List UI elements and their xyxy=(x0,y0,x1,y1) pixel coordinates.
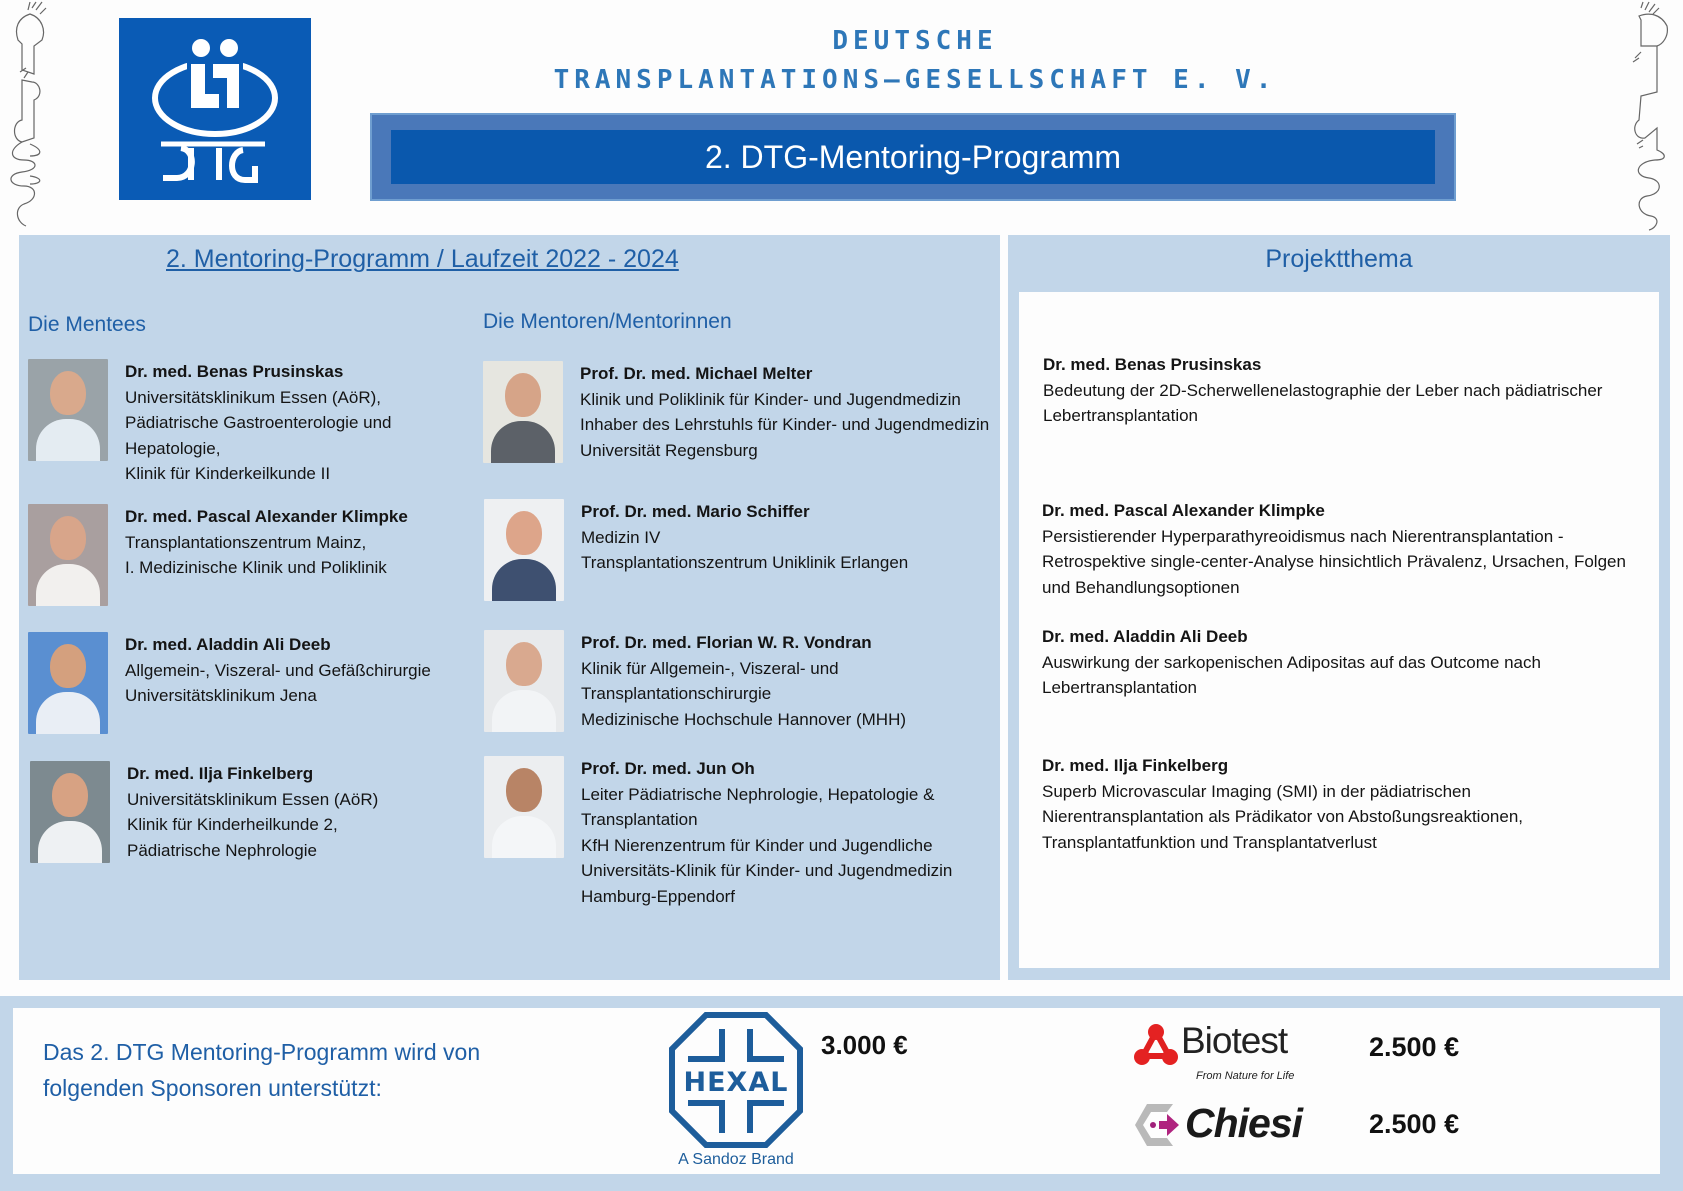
project-topic-text: Auswirkung der sarkopenischen Adipositas auf das Outcome nach xyxy=(1042,652,1541,672)
mentee-affiliation: I. Medizinische Klinik und Poliklinik xyxy=(125,558,387,577)
project-topic-text: Retrospektive single-center-Analyse hinsichtlich Prävalenz, Ursachen, Folgen xyxy=(1042,552,1626,571)
program-banner-title: 2. DTG-Mentoring-Programm xyxy=(391,130,1435,184)
project-topics-heading: Projektthema xyxy=(1265,245,1413,273)
biotest-tagline: From Nature for Life xyxy=(1196,1070,1295,1082)
hexal-tagline: A Sandoz Brand xyxy=(678,1151,794,1168)
mentor-name: Prof. Dr. med. Mario Schiffer xyxy=(581,502,810,521)
project-topic-text: Bedeutung der 2D-Scherwellenelastographie der Leber nach pädiatrischer xyxy=(1043,380,1603,400)
mentee-affiliation: Universitätsklinikum Jena xyxy=(125,686,317,705)
mentor-affiliation: Transplantationszentrum Uniklinik Erlangen xyxy=(581,553,909,572)
biotest-amount: 2.500 € xyxy=(1369,1032,1460,1062)
mentee-name: Dr. med. Pascal Alexander Klimpke xyxy=(125,507,408,526)
mentor-affiliation: Klinik und Poliklinik für Kinder- und Jugendmedizin xyxy=(580,389,961,409)
mentor-name: Prof. Dr. med. Jun Oh xyxy=(581,759,755,778)
chiesi-logo xyxy=(1133,1100,1333,1150)
chiesi-arrow-icon xyxy=(1133,1102,1185,1148)
organ-sketch-right-icon xyxy=(1627,0,1675,232)
mentor-affiliation: Medizinische Hochschule Hannover (MHH) xyxy=(581,709,907,729)
mentor-photo xyxy=(484,499,564,601)
hexal-logo-icon xyxy=(666,1011,806,1171)
mentee-name: Dr. med. Ilja Finkelberg xyxy=(127,764,314,783)
mentee-affiliation: Klinik für Kinderkeilkunde II xyxy=(125,464,331,483)
mentee-affiliation: Universitätsklinikum Essen (AöR) xyxy=(127,789,379,809)
mentee-card xyxy=(30,761,378,863)
mentors-heading: Die Mentoren/Mentorinnen xyxy=(483,310,732,333)
mentor-name: Prof. Dr. med. Florian W. R. Vondran xyxy=(581,633,872,652)
project-topic-text: Lebertransplantation xyxy=(1043,406,1199,425)
mentor-affiliation: Universitäts-Klinik für Kinder- und Jugendmedizin xyxy=(581,861,953,880)
mentee-affiliation: Pädiatrische Nephrologie xyxy=(127,840,317,860)
project-topic-text: Nierentransplantation als Prädikator von Abstoßungsreaktionen, xyxy=(1042,807,1524,826)
project-topic-mentee: Dr. med. Ilja Finkelberg xyxy=(1042,756,1229,775)
mentee-card xyxy=(28,632,431,734)
mentee-name: Dr. med. Aladdin Ali Deeb xyxy=(125,635,331,654)
organization-title-line2: TRANSPLANTATIONS–GESELLSCHAFT E. V. xyxy=(553,65,1277,95)
sponsors-box xyxy=(13,1008,1660,1174)
mentor-card xyxy=(484,499,908,601)
sponsors-intro xyxy=(43,1034,480,1106)
mentee-photo xyxy=(30,761,110,863)
mentee-name: Dr. med. Benas Prusinskas xyxy=(125,362,344,381)
mentee-affiliation: Klinik für Kinderheilkunde 2, xyxy=(127,815,338,834)
project-topics-panel xyxy=(1008,235,1670,980)
project-topic-text: Superb Microvascular Imaging (SMI) in der pädiatrischen xyxy=(1042,781,1471,801)
mentee-photo xyxy=(28,504,108,606)
project-topic-text: Persistierender Hyperparathyreoidismus nach Nierentransplantation - xyxy=(1042,526,1564,546)
mentor-photo xyxy=(484,756,564,858)
biotest-name: Biotest xyxy=(1181,1020,1288,1061)
project-topic-item xyxy=(1042,498,1626,600)
mentoring-panel xyxy=(19,235,1000,980)
program-title-link[interactable]: 2. Mentoring-Programm / Laufzeit 2022 - 2024 xyxy=(166,245,679,273)
mentee-affiliation: Pädiatrische Gastroenterologie und xyxy=(125,413,392,432)
chiesi-amount: 2.500 € xyxy=(1369,1109,1460,1139)
mentor-affiliation: Hamburg-Eppendorf xyxy=(581,886,736,906)
project-topic-text: Transplantatfunktion und Transplantatverlust xyxy=(1042,832,1377,852)
organization-title-line1: DEUTSCHE xyxy=(832,26,998,56)
svg-text:HEXAL: HEXAL xyxy=(683,1067,789,1098)
project-topic-item xyxy=(1042,753,1523,855)
project-topic-mentee: Dr. med. Aladdin Ali Deeb xyxy=(1042,627,1248,646)
mentor-affiliation: Transplantationschirurgie xyxy=(581,684,772,703)
project-topic-text: Lebertransplantation xyxy=(1042,678,1198,697)
sponsors-intro-line: Das 2. DTG Mentoring-Programm wird von xyxy=(43,1039,481,1065)
program-banner xyxy=(370,113,1456,201)
mentor-card xyxy=(484,756,952,909)
organ-sketch-left-icon xyxy=(4,0,52,232)
mentor-affiliation: Inhaber des Lehrstuhls für Kinder- und Jugendmedizin xyxy=(580,415,990,434)
sponsors-band xyxy=(0,996,1683,1191)
project-topics-list xyxy=(1019,292,1659,968)
mentor-affiliation: Leiter Pädiatrische Nephrologie, Hepatologie & xyxy=(581,784,935,804)
biotest-molecule-icon xyxy=(1133,1022,1179,1068)
dtg-logo xyxy=(119,18,311,200)
project-topic-item xyxy=(1043,352,1602,429)
mentee-affiliation: Hepatologie, xyxy=(125,438,221,458)
mentor-affiliation: Universität Regensburg xyxy=(580,440,758,460)
mentor-photo xyxy=(483,361,563,463)
mentor-affiliation: KfH Nierenzentrum für Kinder und Jugendliche xyxy=(581,835,933,855)
mentee-affiliation: Universitätsklinikum Essen (AöR), xyxy=(125,387,382,407)
mentee-affiliation: Transplantationszentrum Mainz, xyxy=(125,532,367,552)
mentees-heading: Die Mentees xyxy=(28,313,146,336)
organization-title xyxy=(420,22,1410,100)
mentor-photo xyxy=(484,630,564,732)
hexal-amount: 3.000 € xyxy=(821,1030,908,1060)
project-topic-mentee: Dr. med. Benas Prusinskas xyxy=(1043,355,1262,374)
chiesi-name: Chiesi xyxy=(1185,1100,1303,1146)
mentee-photo xyxy=(28,359,108,461)
mentor-card xyxy=(484,630,906,732)
dtg-logo-icon xyxy=(119,18,311,200)
project-topic-text: und Behandlungsoptionen xyxy=(1042,577,1240,597)
mentor-affiliation: Transplantation xyxy=(581,810,698,829)
mentor-affiliation: Klinik für Allgemein-, Viszeral- und xyxy=(581,658,839,678)
mentee-card xyxy=(28,359,392,487)
project-topic-mentee: Dr. med. Pascal Alexander Klimpke xyxy=(1042,501,1325,520)
sponsors-intro-line: folgenden Sponsoren unterstützt: xyxy=(43,1075,382,1101)
project-topic-item xyxy=(1042,624,1541,701)
biotest-logo xyxy=(1133,1020,1313,1090)
mentee-photo xyxy=(28,632,108,734)
mentor-affiliation: Medizin IV xyxy=(581,527,661,547)
mentor-name: Prof. Dr. med. Michael Melter xyxy=(580,364,813,383)
mentee-card xyxy=(28,504,408,606)
mentor-card xyxy=(483,361,989,463)
mentee-affiliation: Allgemein-, Viszeral- und Gefäßchirurgie xyxy=(125,660,431,680)
